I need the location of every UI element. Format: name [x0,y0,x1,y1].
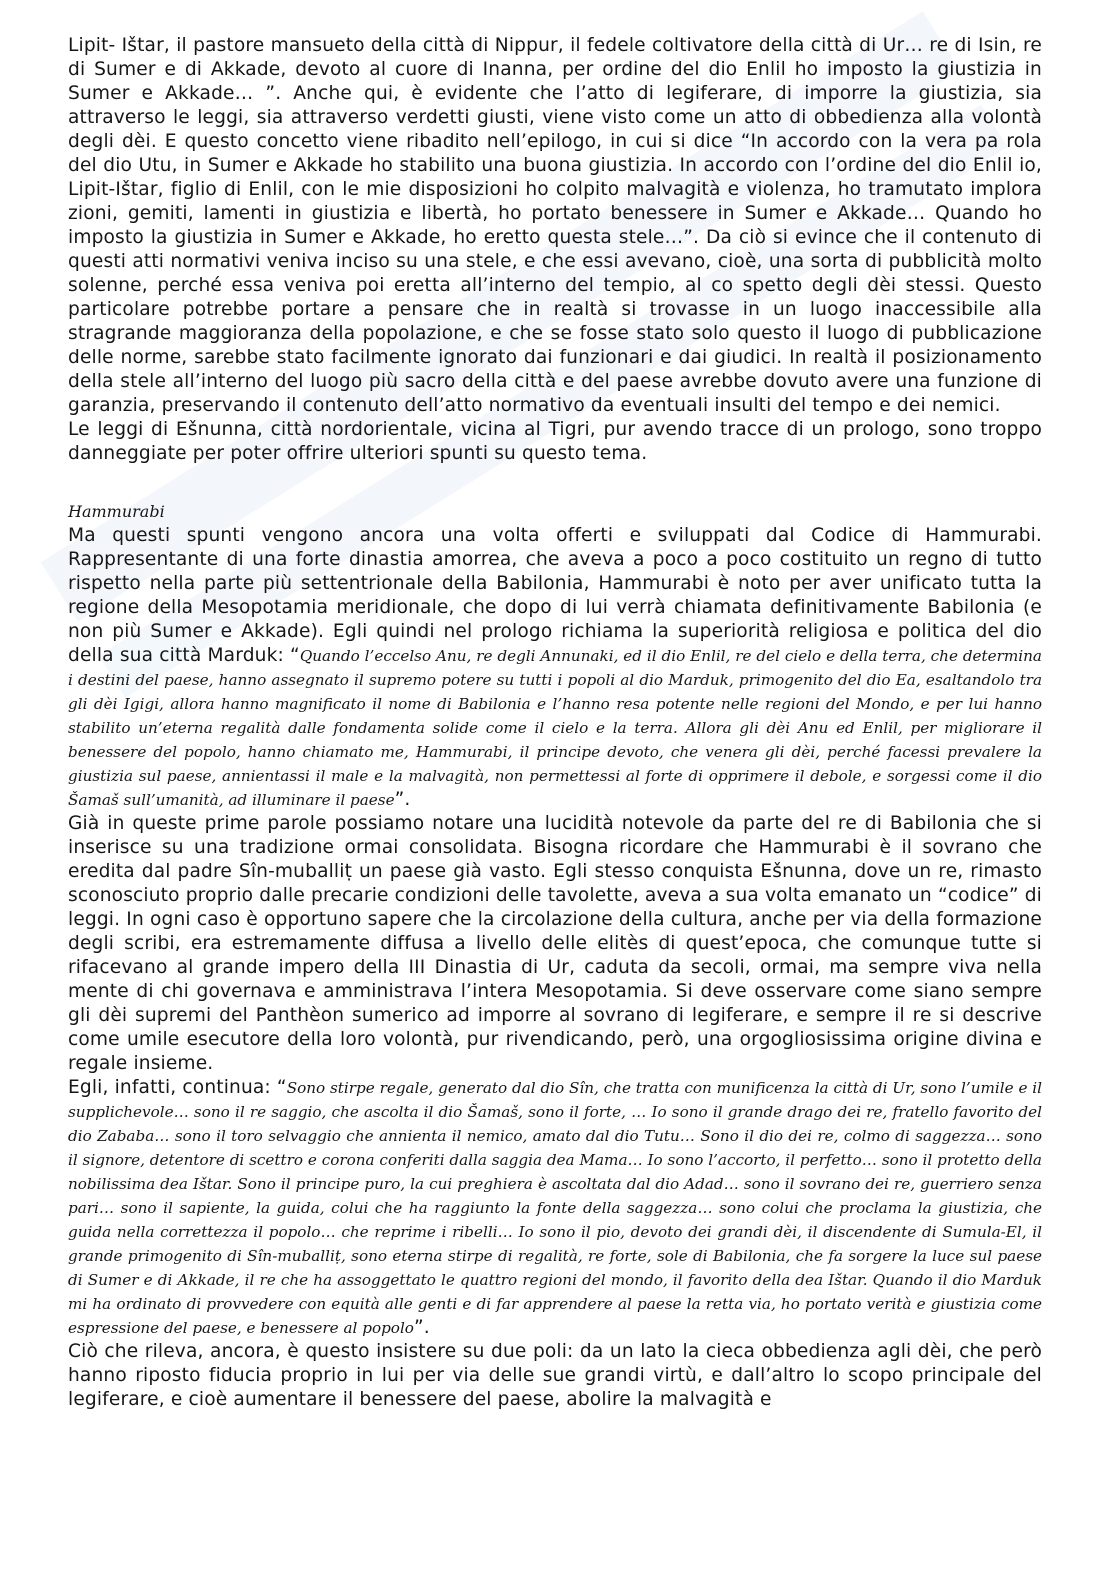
paragraph-hammurabi-intro [68,524,1042,812]
paragraph-lipit-ishtar: Lipit- Ištar, il pastore mansueto della città di Nippur, il fedele coltivatore della città di Ur… re di Isin, re di Sumer e di Akkade, devoto al cuore di Inanna, per ordine del dio Enlil ho imposto la giustizia in Sumer e Akkade… ”. Anche qui, è evidente che l’atto di legiferare, di imporre la giustizia, sia attraverso le leggi, sia attraverso verdetti giusti, viene visto come un atto di obbedienza alla volontà degli dèi. E questo concetto viene ribadito nell’epilogo, in cui si dice “In accordo con la vera pa rola del dio Utu, in Sumer e Akkade ho stabilito una buona giustizia. In accordo con l’ordine del dio Enlil io, Lipit-Ištar, figlio di Enlil, con le mie disposizioni ho colpito malvagità e violenza, ho tramutato implora zioni, gemiti, lamenti in giustizia e libertà, ho portato benessere in Sumer e Akkade… Quando ho imposto la giustizia in Sumer e Akkade, ho eretto questa stele…”. Da ciò si evince che il contenuto di questi atti normativi veniva inciso su una stele, e che essi avevano, cioè, una sorta di pubblicità molto solenne, perché essa veniva poi eretta all’interno del tempio, al co spetto degli dèi stessi. Questo particolare potrebbe portare a pensare che in realtà si trovasse in un luogo inaccessibile alla stragrande maggioranza della popolazione, e che se fosse stato solo questo il luogo di pubblicazione delle norme, sarebbe stato facilmente ignorato dai funzionari e dai giudici. In realtà il posizionamento della stele all’interno del luogo più sacro della città e del paese avrebbe dovuto avere una funzione di garanzia, preservando il contenuto dell’atto normativo da eventuali insulti del tempo e dei nemici. [68,35,1042,416]
paragraph-continuation [68,1076,1042,1340]
prologue-quote: Quando l’eccelso Anu, re degli Annunaki, ed il dio Enlil, re del cielo e della terra, che determina i destini del paese, hanno assegnato il supremo potere su tutti i popoli al dio Marduk, primogenito del dio Ea, esaltandolo tra gli dèi Igigi, allora hanno magnificato il nome di Babilonia e l’hanno resa potente nelle regioni del Mondo, e per lui hanno stabilito un’eterna regalità dalle fondamenta solide come il cielo e la terra. Allora gli dèi Anu ed Enlil, per migliorare il benessere del popolo, hanno chiamato me, Hammurabi, il principe devoto, che venera gli dèi, perché facessi prevalere la giustizia sul paese, annientassi il male e la malvagità, non permettessi al forte di opprimere il debole, e sorgessi come il dio Šamaš sull’umanità, ad illuminare il paese [68,647,1042,809]
paragraph-text: Egli, infatti, continua: “ [68,1077,287,1098]
titles-quote: Sono stirpe regale, generato dal dio Sîn, che tratta con munificenza la città di Ur, sono l’umile e il supplichevole… sono il re saggio, che ascolta il dio Šamaš, sono il forte, … Io sono il grande drago dei re, fratello favorito del dio Zababa… sono il toro selvaggio che annienta il nemico, amato dal dio Tutu… Sono il dio dei re, colmo di saggezza… sono il signore, detentore di scettro e corona conferiti dalla saggia dea Mama… Io sono l’accorto, il perfetto… sono il protetto della nobilissima dea Ištar. Sono il principe puro, la cui preghiera è ascoltata dal dio Adad… sono il sovrano dei re, guerriero senza pari… sono il sapiente, la guida, colui che ha raggiunto la fonte della saggezza… sono colui che proclama la giustizia, che guida nella correttezza il popolo… che reprime i ribelli… Io sono il pio, devoto dei grandi dèi, il discendente di Sumula-El, il grande primogenito di Sîn-muballiṭ, sono eterna stirpe di regalità, re forte, sole di Babilonia, che fa sorgere la luce sul paese di Sumer e di Akkade, il re che ha assoggettato le quattro regioni del mondo, il favorito della dea Ištar. Quando il dio Marduk mi ha ordinato di provvedere con equità alle genti e di far apprendere al paese la retta via, ho portato verità e giustizia come espressione del paese, e benessere al popolo [68,1079,1042,1337]
paragraph-analysis: Già in queste prime parole possiamo notare una lucidità notevole da parte del re di Babilonia che si inserisce su una tradizione ormai consolidata. Bisogna ricordare che Hammurabi è il sovrano che eredita dal padre Sîn-muballiṭ un paese già vasto. Egli stesso conquista Ešnunna, dove un re, rimasto sconosciuto proprio dalle precarie condizioni delle tavolette, aveva a sua volta emanato un “codice” di leggi. In ogni caso è opportuno sapere che la circolazione della cultura, anche per via della formazione degli scribi, era estremamente diffusa a livello delle elitès di quest’epoca, che comunque tutte si rifacevano al grande impero della III Dinastia di Ur, caduta da secoli, ormai, ma sempre viva nella mente di chi governava e amministrava l’intera Mesopotamia. Si deve osservare come siano sempre gli dèi supremi del Panthèon sumerico ad imporre al sovrano di legiferare, e sempre il re si descrive come umile esecutore della loro volontà, pur rivendicando, però, una orgogliosissima origine divina e regale insieme. [68,813,1042,1074]
paragraph-conclusion: Ciò che rileva, ancora, è questo insistere su due poli: da un lato la cieca obbedienza agli dèi, che però hanno riposto fiducia proprio in lui per via delle sue grandi virtù, e dall’altro lo scopo principale del legiferare, e cioè aumentare il benessere del paese, abolire la malvagità e [68,1341,1042,1410]
quote-close: ”. [394,789,411,810]
paragraph-eshnunna: Le leggi di Ešnunna, città nordorientale, vicina al Tigri, pur avendo tracce di un prologo, sono troppo danneggiate per poter offrire ulteriori spunti su questo tema. [68,419,1042,464]
quote-close: ”. [413,1317,430,1338]
document-page [68,34,1042,1412]
section-spacer [68,466,1042,500]
section-heading: Hammurabi [68,502,165,521]
paragraph-text: Ma questi spunti vengono ancora una volta offerti e sviluppati dal Codice di Hammurabi. Rappresentante di una forte dinastia amorrea, che aveva a poco a poco costituito un regno di tutto rispetto nella parte più settentrionale della Babilonia, Hammurabi è noto per aver unificato tutta la regione della Mesopotamia meridionale, che dopo di lui verrà chiamata definitivamente Babilonia (e non più Sumer e Akkade). Egli quindi nel prologo richiama la superiorità religiosa e politica del dio della sua città Marduk: “ [68,525,1042,666]
